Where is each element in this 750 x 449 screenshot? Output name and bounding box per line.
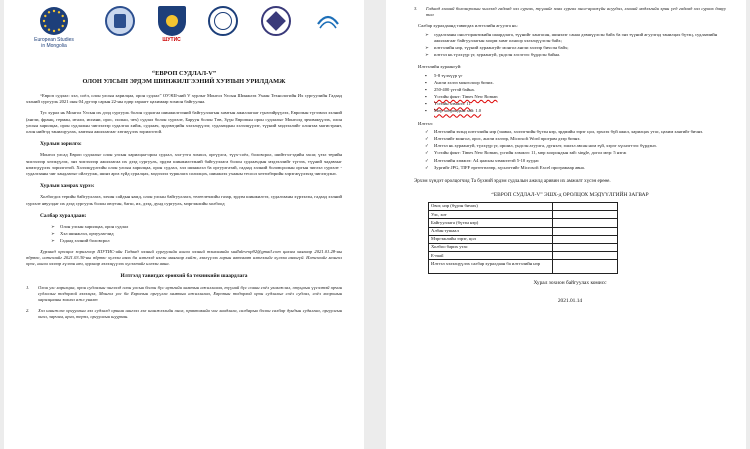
list-item: ✓ Илтгэл нь хураангуй, түлхүүр үг, оршил, үндсэн агуулга, дүгнэлт, эшлэл авсан ном зүй, хэрэг хүснэгтээс бүрдэнэ.	[422, 143, 726, 149]
university-seal-2	[208, 6, 238, 36]
sections-list	[48, 224, 342, 245]
section-heading: Салбар хуралдаан:	[40, 212, 87, 219]
form-label: E-mail	[429, 252, 553, 260]
section-heading: Хурлын зорилго:	[40, 141, 82, 148]
list-item: ➢ Гадаад хэлний боловсрол	[48, 238, 342, 244]
form-label: Холбоо барих утас	[429, 243, 553, 251]
closing-note: Эрхэм хүндэт оролцогчид Та бүхний эрдэм судлалын ажилд аривин их амжилт хүсэн ерөөе.	[414, 178, 611, 184]
table-row	[429, 211, 618, 219]
document-page-left	[4, 0, 364, 449]
logo-row	[26, 6, 342, 66]
list-item: ▪ Үсгийн хэмжээ: 11	[422, 101, 726, 107]
list-item: ▪ 5-8 түлхүүр үг	[422, 73, 726, 79]
list-item: ✓ Үсгийн фонт: Times New Roman, үсгийн хэмжээ: 11, мөр хоорондын зай: single, догол мөр: 5 нэгж	[422, 150, 726, 156]
form-value-cell[interactable]	[553, 227, 618, 235]
form-title: “ЕВРОП СУДЛАЛ-V” ЭШХ-д ОРОЛЦОХ МЭДҮҮЛГИЙН ЗАГВАР	[491, 191, 649, 198]
list-item: ▪ 250-400 үгтэй байна.	[422, 87, 726, 93]
form-label: Албан тушаал	[429, 227, 553, 235]
section-heading: Илтгэлд тавигдах ерөнхий ба техникийн шаардлага	[120, 273, 248, 280]
document-page-right	[386, 0, 746, 449]
list-item	[414, 6, 726, 18]
seal-icon	[105, 6, 135, 36]
list-item: ▪ Мөр хоорондын зай: 1.0	[422, 108, 726, 114]
list-item	[26, 285, 342, 304]
conference-title: “ЕВРОП СУДЛАЛ-V”	[151, 70, 217, 77]
table-row	[429, 243, 618, 251]
registration-form-table	[428, 202, 618, 274]
requirements-list-continued	[414, 6, 726, 18]
shield-icon	[158, 6, 186, 36]
form-value-cell[interactable]	[553, 243, 618, 251]
form-label: Байгууллага (бүтэн нэр)	[429, 219, 553, 227]
list-number: 2.	[26, 308, 30, 314]
list-item: ▪ Англи хэлээ монголоор бичих.	[422, 80, 726, 86]
table-row	[429, 252, 618, 260]
table-row	[429, 260, 618, 274]
paper-list	[422, 129, 726, 171]
form-value-cell[interactable]	[553, 219, 618, 227]
table-row	[429, 227, 618, 235]
list-text: Олон улс харилцаа, орон судлалын чиглэлд олон улсын болон бүс нутгийн хамтын ажиллагаа, түүний бүс сонин соёл уламжлал, оюуцлын үүсэлтэй орчин судлалыг тодорхой хэлэлцэх, Монгол улс ба Европын оргүүлга хамтын ажиллагаа, Европын тодорхой орон судлалыг соёл судлал, соёл хооронын харилцааны зохиол ажл уналт	[38, 284, 342, 302]
list-item: ✓ Илтгэлийн хэмжээ: А4 цаасны хэмжээтэй 5-10 хуудас	[422, 158, 726, 164]
list-item: ✓ Илтгэлийг монгол, орос, англи хэлээр, Microsoft Word програм дээр бичнэ.	[422, 136, 726, 142]
list-item: ➢ Олон улсын харилцаа, орон судлал	[48, 224, 342, 230]
list-item: ✓ Илтгэлийн эхэнд илтгэлийн нэр (заавал, хэлээгчийн бүтэн нэр, эрдмийн зэрэг цол, эрхлэх бүй ажил, харилцах утас, цахим хаягийг бичнэ.	[422, 129, 726, 135]
list-item: ✓ Зургийг JPG, TIFF өргөтгөлөөр, хүснэгтийг Microsoft Excel програмаар авна.	[422, 165, 726, 171]
form-label: Овог, нэр (бүрэн бичих)	[429, 202, 553, 210]
requirements-list	[26, 285, 342, 321]
form-label: Улс, хот	[429, 211, 553, 219]
seal-icon	[208, 6, 238, 36]
abstract-heading: Илтгэлийн хураангуй:	[418, 64, 462, 70]
list-number: 3.	[414, 6, 418, 11]
conference-subtitle: ОЛОН УЛСЫН ЭРДЭМ ШИНЖИЛГЭЭНИЙ ХУРЛЫН УРИЛДАМЖ	[82, 78, 286, 86]
section-heading: Хурлын хамрах хүрээ:	[40, 183, 95, 190]
intro-paragraph: Тус хурал нь Монгол Улсын их дээд сургууль болон судалгаа шинжилгээний байгууллагын хамтын ажиллагааг гүнзгийрүүлэх, Европын түгээмэл хэлний (англи, франц, герман, итали, испани, орос, польш, чех) судлал болон сургалт, Баруун болон Төв, Зүүн Европын орон судлалыг Монголд эрчимжүүлэх, олон улсын харилцаа, орон судлалын чиглэлээр судалгаа хийж, судлаач, эрдэмтдийн хэлэлцүүлэг, судлаачдын хэлэлцүүлэг, түүний мэдээллийг олонтаа магистрант, олон нийтэд танилцуулах, хамтын ажиллагааг хөгжүүлэх зорилготой.	[26, 110, 342, 134]
form-value-cell[interactable]	[553, 252, 618, 260]
form-label: Илтгэл хэлэлцүүлэх салбар хуралдаан ба илтгэлийн нэр	[429, 260, 553, 274]
participants-paragraph: Холбогдох терийн байгууллага, элчин сайдын яамд, олон улсын байгууллага, телеелечлийн газар, эрдэм шинжилгээ, судалгааны хүрээлэн, гадаад хэлний сургалт явуулдаг их дээд сургууль болон оюутан, багш, их, дээд, дунд сургууль, мэргэжлийн холбоод	[26, 194, 342, 206]
shutis-logo	[158, 6, 186, 44]
list-item: ➢ судалгааны онол-практикийн шаардлага, түүнийг хангасан, шинэлэг санаа дэвшүүлсэн байх ба энэ түүний агуулгад танилцах бүтэц, судлаачийн ажиллагааг байгууллагын хоорм хамт олноор хэлэлцүүлсэн байх;	[422, 32, 726, 44]
logo-caption: European Studies in Mongolia	[34, 37, 74, 49]
materials-list	[422, 32, 726, 59]
table-row	[429, 219, 618, 227]
table-row	[429, 235, 618, 243]
list-item: ▪ Үсгийн фонт: Times New Roman	[422, 94, 726, 100]
list-number: 1.	[26, 284, 30, 290]
table-row	[429, 202, 618, 210]
university-seal-1	[105, 6, 135, 36]
seal-icon	[261, 6, 291, 36]
form-label: Мэргэжлийн зэрэг, цол	[429, 235, 553, 243]
partner-emblem-icon	[314, 6, 342, 34]
list-item: ➢ илтгэлийн нэр, түүний хураангуйг монгол англи хэлээр бичсэн байх;	[422, 45, 726, 51]
paper-heading: Илтгэл:	[418, 120, 433, 126]
university-seal-3	[261, 6, 291, 36]
list-text: Гадаад хэлний боловсролын чиглэлд гадаад хэл сургах, түүнийг заах сургах онол-аргазүйн асуудал, хэлний мэдлэгийн эрин үед гадаад хэл сургах давуу тал	[426, 6, 726, 18]
document-date: 2021.01.14	[557, 297, 583, 304]
list-item	[26, 308, 342, 320]
form-value-cell[interactable]	[553, 202, 618, 210]
goal-paragraph: Монгол улсад Европ судлалыг олон улсын харилцаа-орон судлал, хэл-утга зохиол, оргүүлга, түүх-соёл, боловсрол, шийтгэл-эдийн засаг, үзэл терийн чиглэлээр хөгжүүлэх, энэ чиглэлээр ажиллагаа их дээд сургууль, эрдэм шинжилгээний байгууллага болон судлаачдын мэдээллийг түгээх, түүний чадавхыг нэмэгдүүлэх зорилготой. Хэлэлцүүлгийн олон улсын харилцаа, орон судлал, хэл шинжлэл ба оргуулгатай, гадаад хэлний боловсролын оргын чиглэл сургалт - судалгааны чиг хандлагыг ойлгуулж, шинэ арга зүйд суралцах, мэдээлэл туршлага солилцох, шинжлэх ухааны тесоол хөтөлбөрийн хэрэгжүүлэхэд чиглэгдэнэ.	[26, 152, 342, 176]
form-value-cell[interactable]	[553, 211, 618, 219]
form-value-cell[interactable]	[553, 235, 618, 243]
eu-stars-icon	[39, 6, 69, 36]
form-value-cell[interactable]	[553, 260, 618, 274]
list-item: ➢ Хэл шинжлэл, орчуулагчид	[48, 231, 342, 237]
logo-caption: ШУТИС	[162, 37, 181, 43]
abstract-list	[422, 73, 726, 115]
materials-heading: Салбар хуралдаанд тавигдах илтгэлийн агуулга нь:	[418, 23, 518, 29]
partner-logo	[314, 6, 342, 34]
list-text: Хэл шинжлэл оргуулгын хэл судлалд оршин шиглэл хэл шинжлэлийн онол, практикийн чиг хандлага, салбарын болон салбар дундын судалгаа, оргуулгын онол, зарчим, арга, терөл, оргуулгын шуурхан.	[38, 308, 342, 320]
list-item: ➢ илтгэл нь түлхүүр үг, хураангуй, үндсэн хэсэгээс бүрдсэн байна.	[422, 52, 726, 58]
european-studies-logo	[26, 6, 82, 50]
registration-paragraph: Хурлаад оролцох зорилгоор ШУТИС-ийн Гадаад хэлний сургуулийн англи хэлний тэнхимийн sudlalevrop92@gmail.com цахим хаягаар 2021.01.28-ны өдрөөс, илтгэлийг 2021.03.30-ны өдрөөс хүлээн авах ба илтгэлд нэгэн маягаар хийж, хэвлүүлэх гарын автомат илтгэлийг хүлээн авахгүй. Илтгэлийг монгол орос, англи хэлээр хүлээн авч, хурлаар хэлэлцүүлэх хүсэлтийг илгээн авна.	[26, 248, 342, 267]
intro-paragraph: “Европ судлал: хэл, соёл, олон улсын харилцаа, орон судлал” ОУЭШ-ний V хурлыг Монгол Улсын Шинжлэх Ухаан Технологийн Их сургуулийн Гадаад хэлний сургууль 2021 оны 04 дүгээр сарын 22-ны өдөр гараагт цахимаар зохион байгуулна.	[26, 92, 342, 105]
committee-signature: Хурал зохион байгуулах комисс	[533, 280, 607, 287]
